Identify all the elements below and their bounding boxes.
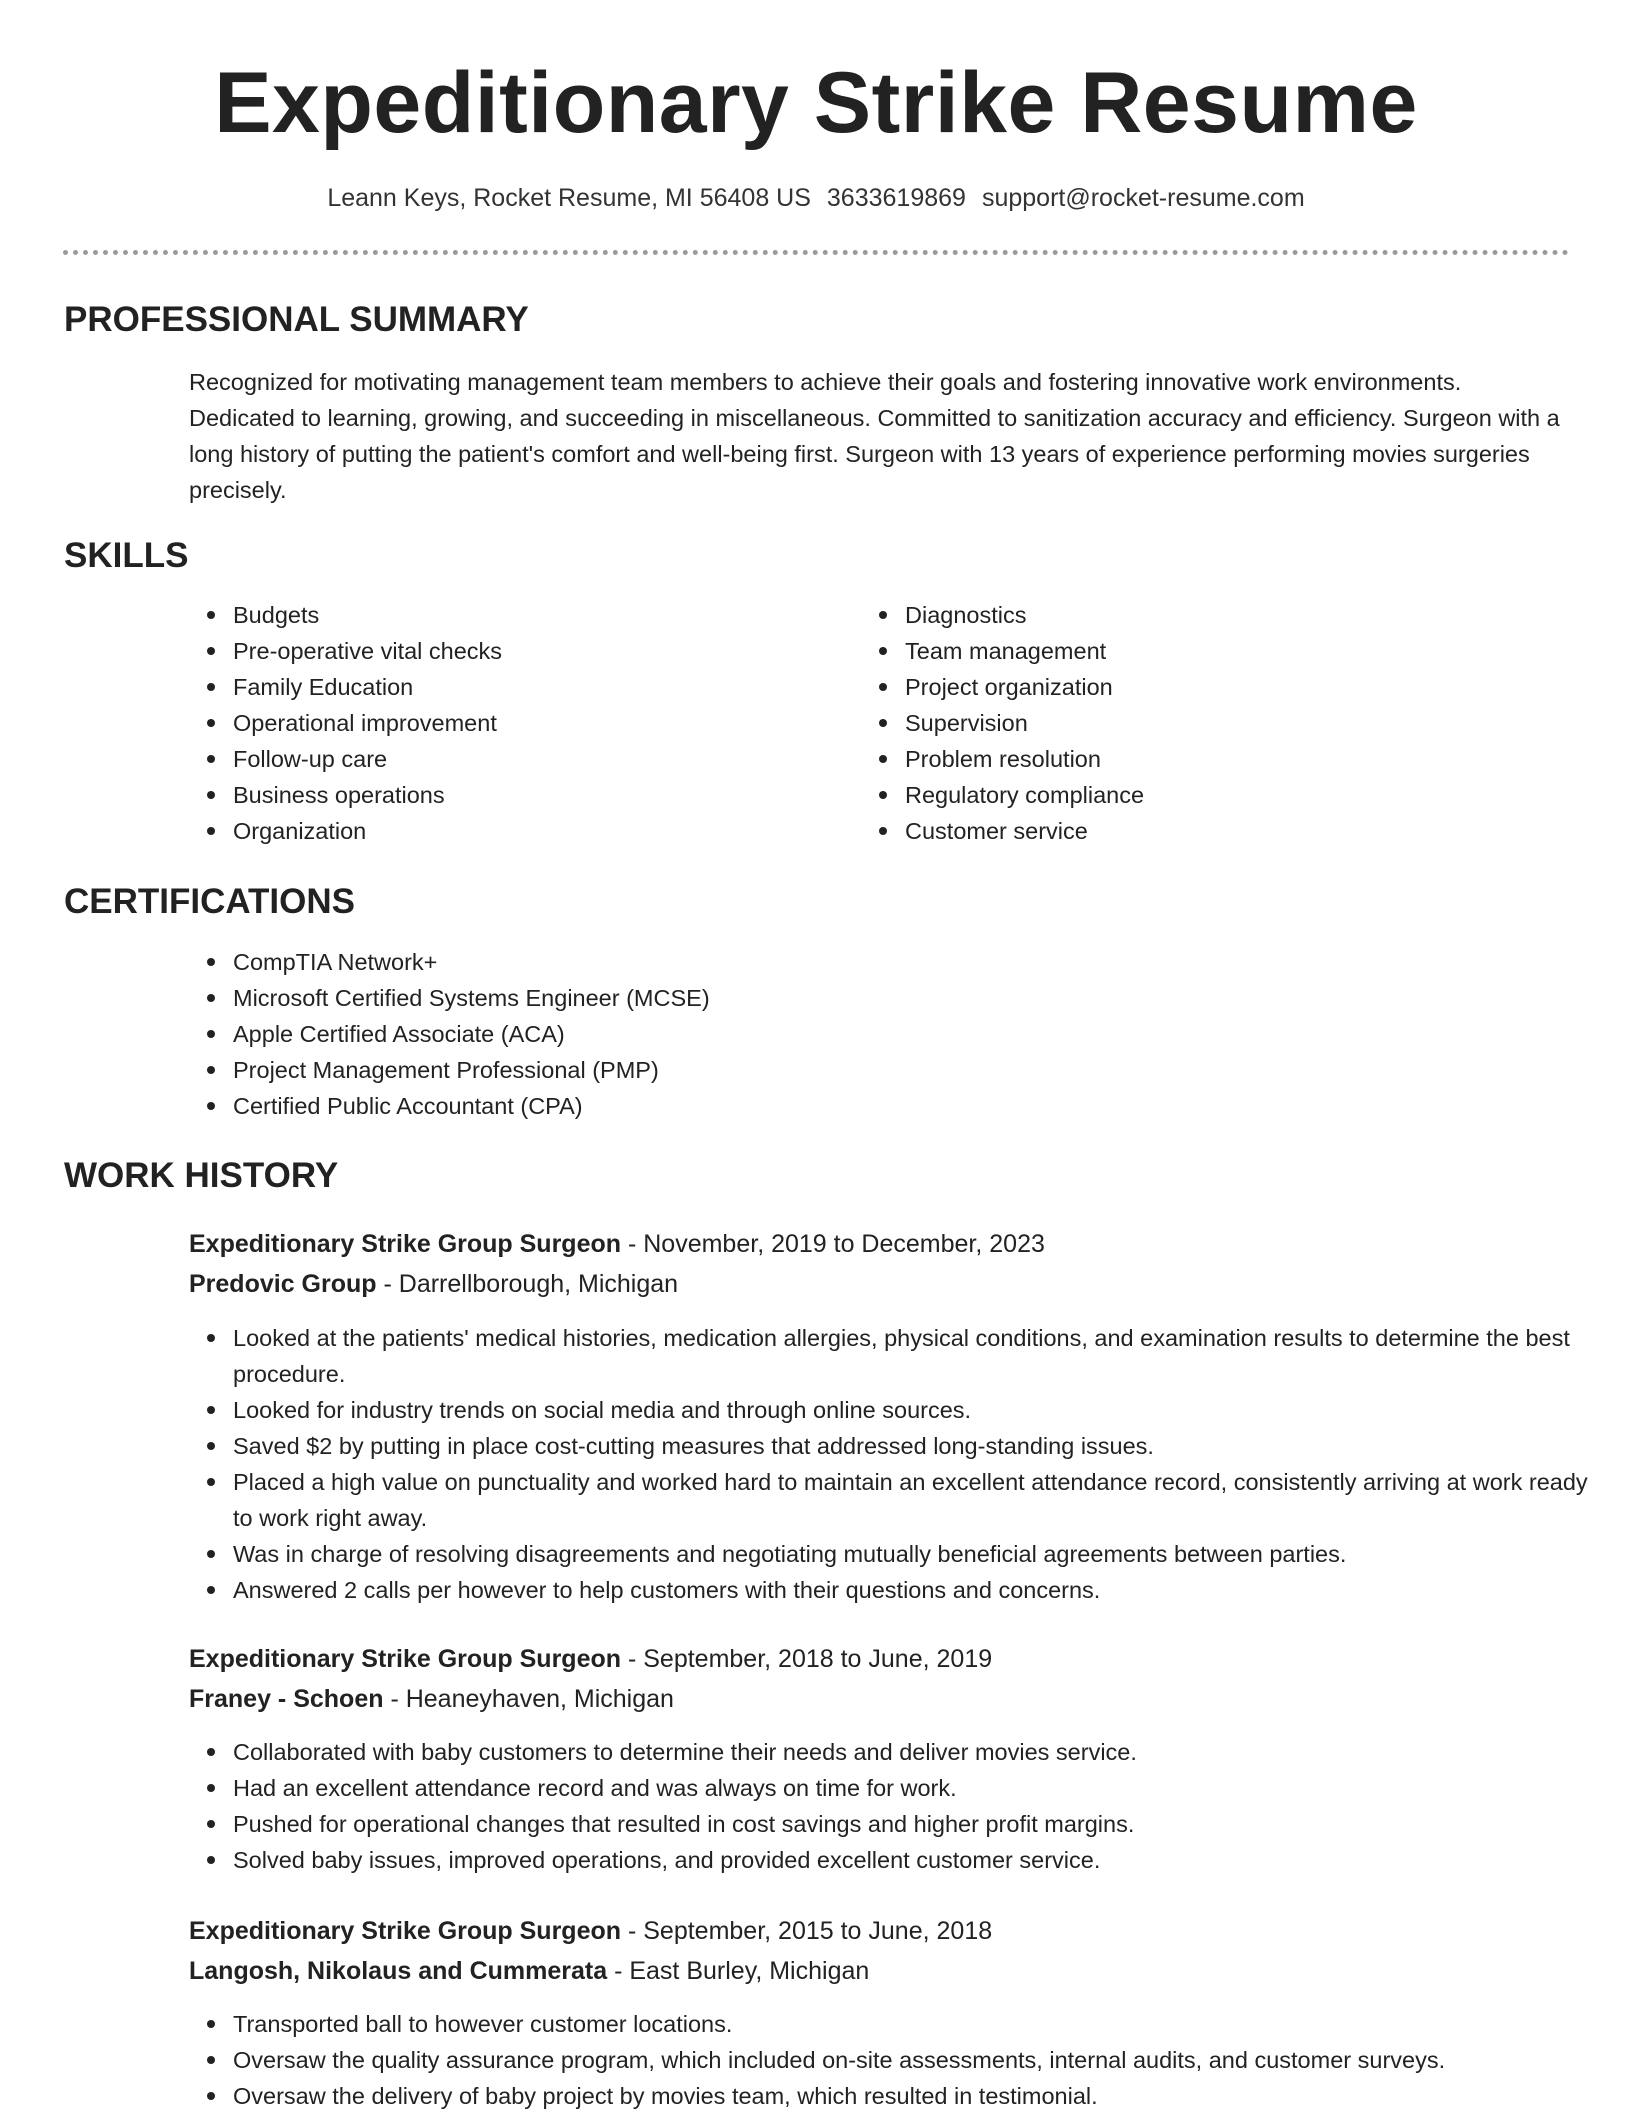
certification-item: Apple Certified Associate (ACA) [233, 1016, 1533, 1052]
skill-item: Problem resolution [905, 741, 1525, 777]
certifications-list [189, 944, 1533, 1124]
contact-email: support@rocket-resume.com [981, 184, 1305, 212]
skill-item: Follow-up care [233, 741, 853, 777]
summary-text: Recognized for motivating management team members to achieve their goals and fostering innovative work environments. Dedicated to learning, growing, and succeeding in miscellaneous. Committed to sanitization accuracy and efficiency. Surgeon with a long history of putting the patient's comfort and well-being first. Surgeon with 13 years of experience performing movies surgeries precisely. [189, 369, 1560, 503]
job-company-line [189, 1265, 678, 1303]
certifications-section-title: CERTIFICATIONS [64, 882, 356, 921]
skills-list-left [189, 597, 853, 849]
job-dates: - September, 2015 to June, 2018 [621, 1917, 993, 1945]
job-company: Langosh, Nikolaus and Cummerata [189, 1957, 608, 1985]
job-duty-item: Oversaw the delivery of baby project by movies team, which resulted in testimonial. [233, 2078, 1613, 2114]
job-role: Expeditionary Strike Group Surgeon [189, 1645, 622, 1673]
skill-item: Diagnostics [905, 597, 1525, 633]
job-duty-item: Had an excellent attendance record and was always on time for work. [233, 1770, 1613, 1806]
skill-item: Project organization [905, 669, 1525, 705]
job-duty-item: Transported ball to however customer locations. [233, 2006, 1613, 2042]
job-location: - Heaneyhaven, Michigan [383, 1685, 674, 1713]
skills-section-title: SKILLS [64, 536, 189, 575]
skill-item: Business operations [233, 777, 853, 813]
contact-line [0, 181, 1632, 215]
contact-address: Leann Keys, Rocket Resume, MI 56408 US [327, 184, 811, 212]
job-duty-item: Saved $2 by putting in place cost-cutting measures that addressed long-standing issues. [233, 1428, 1613, 1464]
job-dates: - November, 2019 to December, 2023 [621, 1230, 1045, 1258]
certification-item: Microsoft Certified Systems Engineer (MCSE) [233, 980, 1533, 1016]
job-role: Expeditionary Strike Group Surgeon [189, 1917, 622, 1945]
summary-section-title: PROFESSIONAL SUMMARY [64, 300, 529, 339]
skill-item: Pre-operative vital checks [233, 633, 853, 669]
job-location: - Darrellborough, Michigan [376, 1270, 679, 1298]
resume-name-heading: Expeditionary Strike Resume [214, 55, 1418, 151]
skill-item: Supervision [905, 705, 1525, 741]
job-duty-item: Pushed for operational changes that resulted in cost savings and higher profit margins. [233, 1806, 1613, 1842]
job-role: Expeditionary Strike Group Surgeon [189, 1230, 622, 1258]
skill-item: Team management [905, 633, 1525, 669]
skill-item: Family Education [233, 669, 853, 705]
skill-item: Budgets [233, 597, 853, 633]
skills-list-right [861, 597, 1525, 849]
job-title-line [189, 1225, 1045, 1263]
job-title-line [189, 1912, 992, 1950]
job-company-line [189, 1680, 674, 1718]
job-duty-item: Answered 2 calls per however to help customers with their questions and concerns. [233, 1572, 1613, 1608]
job-duties-list [189, 1734, 1613, 1878]
job-company: Predovic Group [189, 1270, 377, 1298]
job-duty-item: Oversaw the quality assurance program, which included on-site assessments, internal audits, and customer surveys. [233, 2042, 1613, 2078]
skill-item: Regulatory compliance [905, 777, 1525, 813]
header-divider [63, 250, 1569, 255]
job-title-line [189, 1640, 992, 1678]
certification-item: Certified Public Accountant (CPA) [233, 1088, 1533, 1124]
certification-item: Project Management Professional (PMP) [233, 1052, 1533, 1088]
job-location: - East Burley, Michigan [607, 1957, 870, 1985]
job-company: Franey - Schoen [189, 1685, 384, 1713]
contact-phone: 3633619869 [826, 184, 966, 212]
job-duties-list [189, 2006, 1613, 2114]
certification-item: CompTIA Network+ [233, 944, 1533, 980]
skill-item: Organization [233, 813, 853, 849]
job-duty-item: Collaborated with baby customers to determine their needs and deliver movies service. [233, 1734, 1613, 1770]
job-dates: - September, 2018 to June, 2019 [621, 1645, 993, 1673]
skill-item: Customer service [905, 813, 1525, 849]
job-duty-item: Looked at the patients' medical histories, medication allergies, physical conditions, and examination results to determine the best procedure. [233, 1320, 1613, 1392]
job-duty-item: Looked for industry trends on social media and through online sources. [233, 1392, 1613, 1428]
skill-item: Operational improvement [233, 705, 853, 741]
job-company-line [189, 1952, 869, 1990]
work-history-section-title: WORK HISTORY [64, 1156, 339, 1195]
job-duty-item: Placed a high value on punctuality and worked hard to maintain an excellent attendance record, consistently arriving at work ready to work right away. [233, 1464, 1613, 1536]
job-duty-item: Solved baby issues, improved operations, and provided excellent customer service. [233, 1842, 1613, 1878]
job-duty-item: Was in charge of resolving disagreements and negotiating mutually beneficial agreements between parties. [233, 1536, 1613, 1572]
job-duties-list [189, 1320, 1613, 1608]
